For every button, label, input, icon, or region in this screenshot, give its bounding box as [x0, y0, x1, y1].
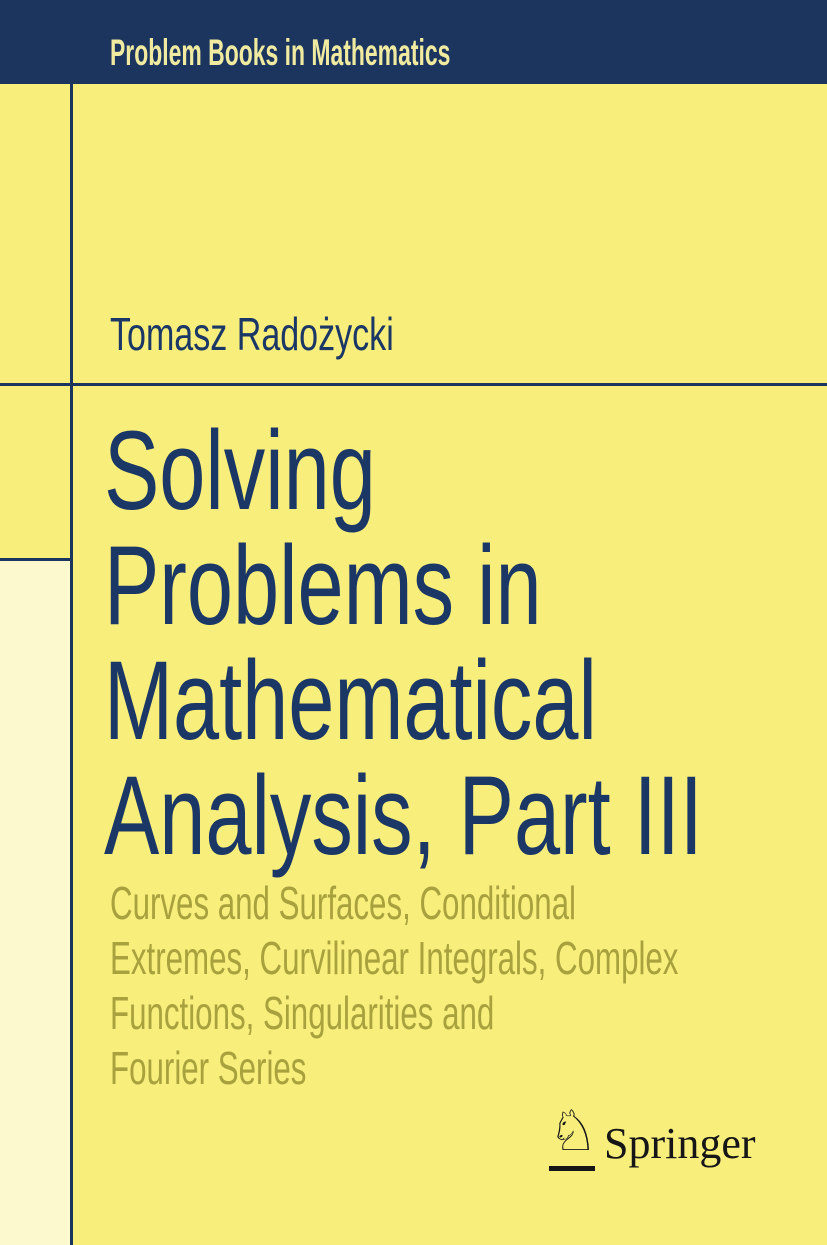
margin-divider-rule: [0, 558, 73, 561]
subtitle-line: Curves and Surfaces, Conditional: [110, 877, 576, 929]
vertical-rule: [70, 84, 73, 1245]
subtitle-line: Extremes, Curvilinear Integrals, Complex: [110, 932, 679, 984]
title-line: Analysis, Part III: [104, 753, 703, 878]
series-title: Problem Books in Mathematics: [110, 32, 451, 73]
book-title: [104, 408, 827, 878]
title-line: Mathematical: [104, 638, 597, 763]
springer-logo: [548, 1099, 756, 1178]
author-divider-rule: [0, 383, 827, 386]
horse-underline: [549, 1166, 595, 1171]
subtitle-line: Functions, Singularities and: [110, 987, 495, 1039]
title-line: Solving: [104, 408, 376, 533]
publisher-name: Springer: [604, 1119, 756, 1168]
author-name: Tomasz Radożycki: [110, 308, 394, 360]
book-subtitle: [110, 876, 827, 1096]
subtitle-line: Fourier Series: [110, 1042, 307, 1094]
springer-horse-icon: [548, 1099, 599, 1172]
left-margin-column: [0, 561, 70, 1245]
horse-knight-icon: ♘: [548, 1099, 599, 1164]
series-band: [0, 0, 827, 84]
title-line: Problems in: [104, 523, 542, 648]
